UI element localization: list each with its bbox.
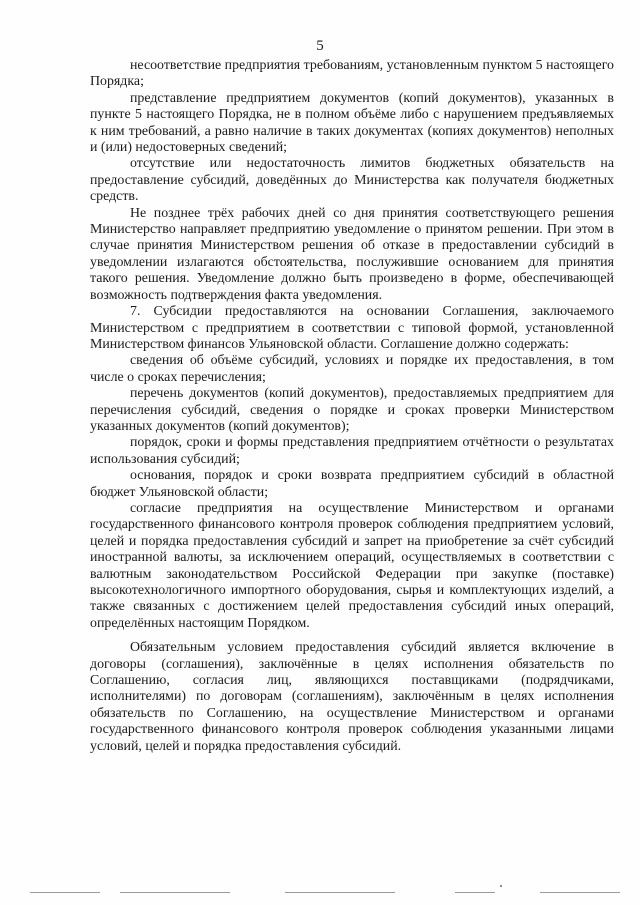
page-number: 5 [316,38,324,54]
paragraph: отсутствие или недостаточность лимитов бюджетных обязательств на предоставление субсидий, доведённых до Министерства как получателя бюджетных средств. [90,156,614,205]
paragraph: согласие предприятия на осуществление Министерством и органами государственного финансового контроля проверок соблюдения предприятием условий, целей и порядка предоставления субсидий и запрет на приобретение за счёт субсидий иностранной валюты, за исключением операций, осуществляемых в соответствии с валютным законодательством Российской Федерации при закупке (поставке) высокотехнологичного импортного оборудования, сырья и комплектующих изделий, а также связанных с достижением целей предоставления субсидий иных операций, определённых настоящим Порядком. [90,500,614,631]
paragraph: несоответствие предприятия требованиям, установленным пунктом 5 настоящего Порядка; [90,58,614,90]
scan-edge-artifact [0,889,640,905]
paragraph: Обязательным условием предоставления субсидий является включение в договоры (соглашения), заключённые в целях исполнения обязательств по Соглашению, согласия лиц, являющихся поставщиками (подрядчиками, исполнителями) по договорам (соглашениям), заключённым в целях исполнения обязательств по Соглашению, на осуществление Министерством и органами государственного финансового контроля проверок соблюдения указанными лицами условий, целей и порядка предоставления субсидий. [90,640,614,754]
paragraph: Не позднее трёх рабочих дней со дня принятия соответствующего решения Министерство направляет предприятию уведомление о принятом решении. При этом в случае принятия Министерством решения об отказе в предоставлении субсидий в уведомлении излагаются обстоятельства, послужившие основанием для принятия такого решения. Уведомление должно быть произведено в форме, обеспечивающей возможность подтверждения факта уведомления. [90,205,614,303]
document-body [90,58,614,755]
paragraph: представление предприятием документов (копий документов), указанных в пункте 5 настоящего Порядка, не в полном объёме либо с нарушением предъявляемых к ним требований, а равно наличие в таких документах (копиях документов) неполных и (или) недостоверных сведений; [90,90,614,156]
paragraph: порядок, сроки и формы представления предприятием отчётности о результатах использования субсидий; [90,435,614,467]
paragraph: сведения об объёме субсидий, условиях и порядке их предоставления, в том числе о сроках перечисления; [90,353,614,385]
paragraph: основания, порядок и сроки возврата предприятием субсидий в областной бюджет Ульяновской области; [90,468,614,500]
paragraph: 7. Субсидии предоставляются на основании Соглашения, заключаемого Министерством с предприятием в соответствии с типовой формой, установленной Министерством финансов Ульяновской области. Соглашение должно содержать: [90,304,614,352]
paragraph: перечень документов (копий документов), предоставляемых предприятием для перечисления субсидий, сведения о порядке и сроках проверки Министерством указанных документов (копий документов); [90,386,614,434]
